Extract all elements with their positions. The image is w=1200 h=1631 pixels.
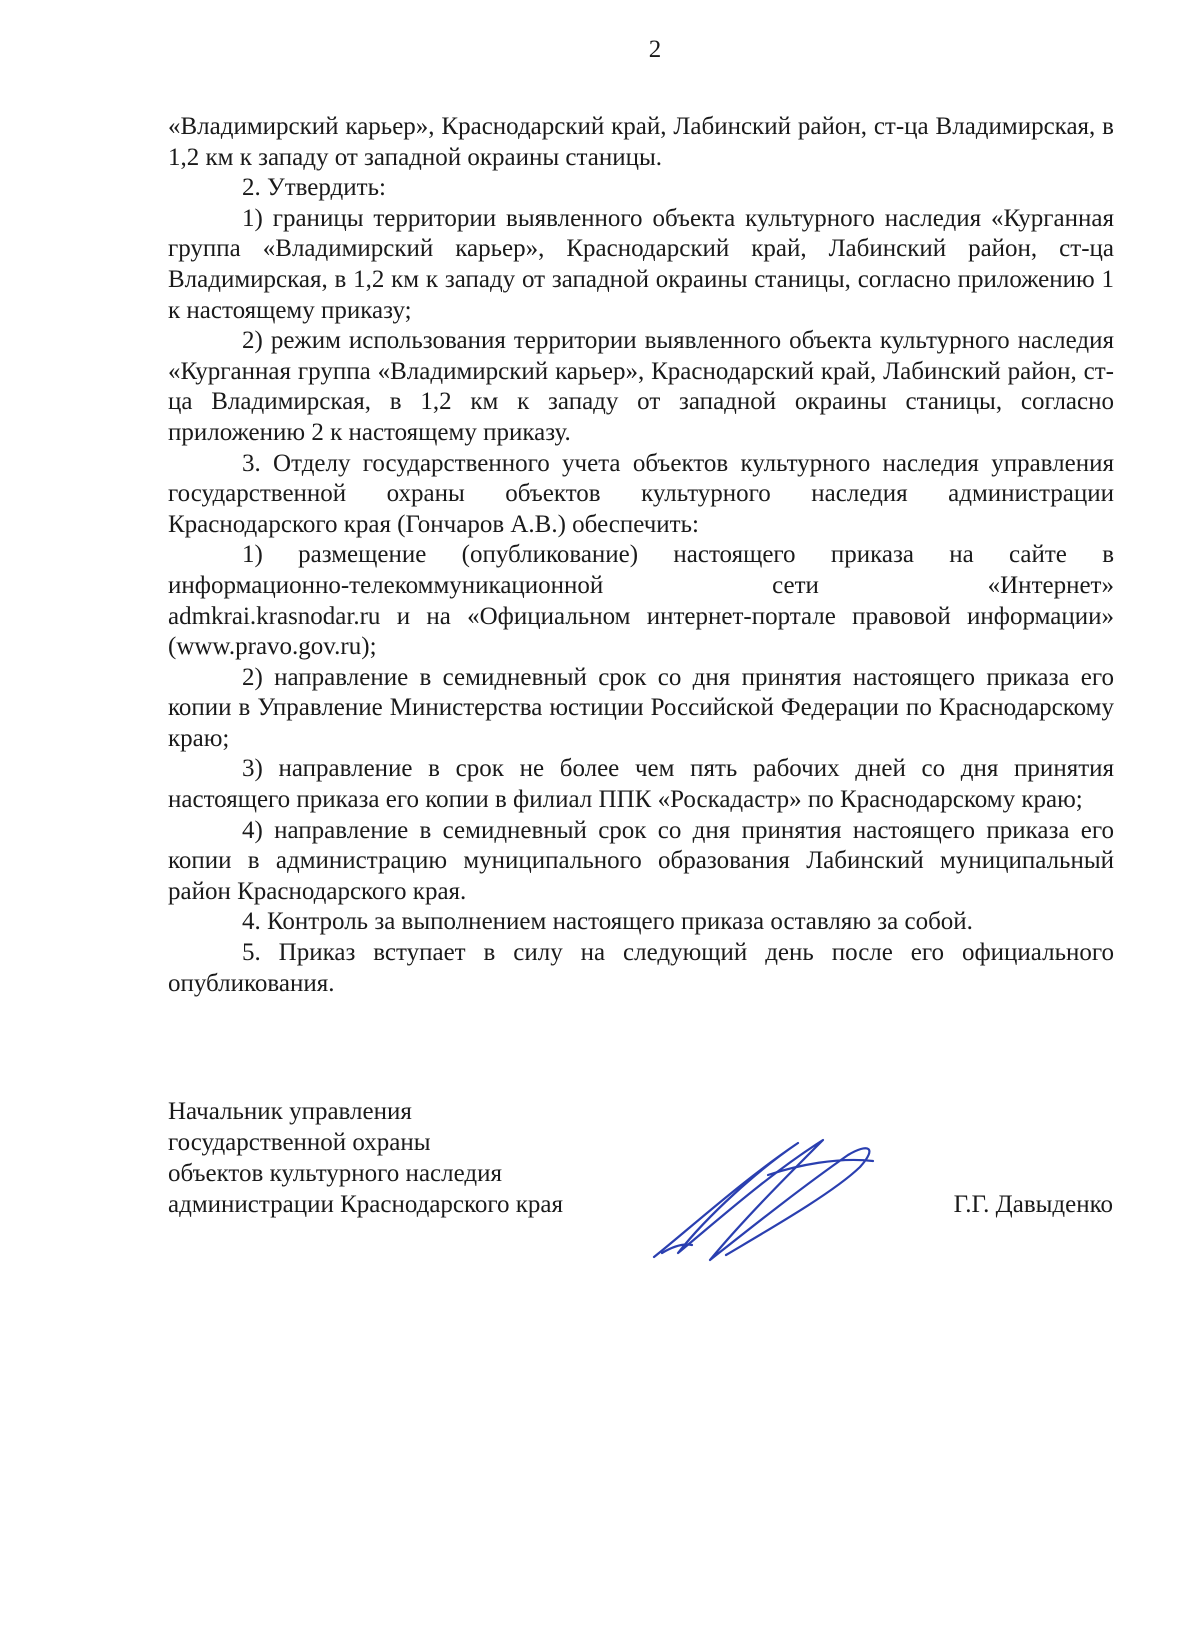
- paragraph-item-3-2: 2) направление в семидневный срок со дня принятия настоящего приказа его копии в Управление Министерства юстиции Российской Федерации по Краснодарскому краю;: [168, 663, 1114, 752]
- signature-title-line: Начальник управления: [168, 1098, 412, 1125]
- handwritten-signature: [648, 1135, 878, 1265]
- paragraph-item-2: 2. Утвердить:: [242, 174, 386, 202]
- paragraph-item-3-1-line-2: информационно-телекоммуникационной сети «Интернет»: [168, 571, 1114, 599]
- paragraph-item-3: 3. Отделу государственного учета объектов культурного наследия управления государственной охраны объектов культурного наследия администрации Краснодарского края (Гончаров А.В.) обеспечить:: [168, 449, 1114, 538]
- signature-title-line: государственной охраны: [168, 1129, 431, 1156]
- signature-title-line: администрации Краснодарского края: [168, 1191, 564, 1218]
- paragraph-item-3-4: 4) направление в семидневный срок со дня принятия настоящего приказа его копии в администрацию муниципального образования Лабинский муниципальный район Краснодарского края.: [168, 816, 1114, 905]
- paragraph-item-3-1-line-3: admkrai.krasnodar.ru и на «Официальном интернет-портале правовой информации» (www.pravo.gov.ru);: [168, 602, 1114, 661]
- paragraph-continuation: «Владимирский карьер», Краснодарский край, Лабинский район, ст-ца Владимирская, в 1,2 км к западу от западной окраины станицы.: [168, 113, 1114, 171]
- paragraph-item-2-1: 1) границы территории выявленного объекта культурного наследия «Курганная группа «Владимирский карьер», Краснодарский край, Лабинский район, ст-ца Владимирская, в 1,2 км к западу от западной окраины станицы, согласно приложению 1 к настоящему приказу;: [168, 204, 1114, 324]
- paragraph-item-4: 4. Контроль за выполнением настоящего приказа оставляю за собой.: [242, 908, 973, 936]
- page-number: 2: [648, 36, 662, 63]
- paragraph-item-3-3: 3) направление в срок не более чем пять рабочих дней со дня принятия настоящего приказа его копии в филиал ППК «Роскадастр» по Краснодарскому краю;: [168, 755, 1114, 814]
- paragraph-item-5: 5. Приказ вступает в силу на следующий день после его официального опубликования.: [168, 939, 1114, 997]
- paragraph-item-2-2: 2) режим использования территории выявленного объекта культурного наследия «Курганная группа «Владимирский карьер», Краснодарский край, Лабинский район, ст-ца Владимирская, в 1,2 км к западу от западной окраины станицы, согласно приложению 2 к настоящему приказу.: [168, 327, 1114, 446]
- signatory-name: Г.Г. Давыденко: [953, 1191, 1113, 1218]
- signature-title-block: [168, 1096, 648, 1220]
- signature-stroke: [654, 1140, 869, 1260]
- signature-title-line: объектов культурного наследия: [168, 1160, 502, 1187]
- document-body: [168, 112, 1114, 999]
- paragraph-item-3-1-line-1: 1) размещение (опубликование) настоящего приказа на сайте в: [242, 541, 1114, 569]
